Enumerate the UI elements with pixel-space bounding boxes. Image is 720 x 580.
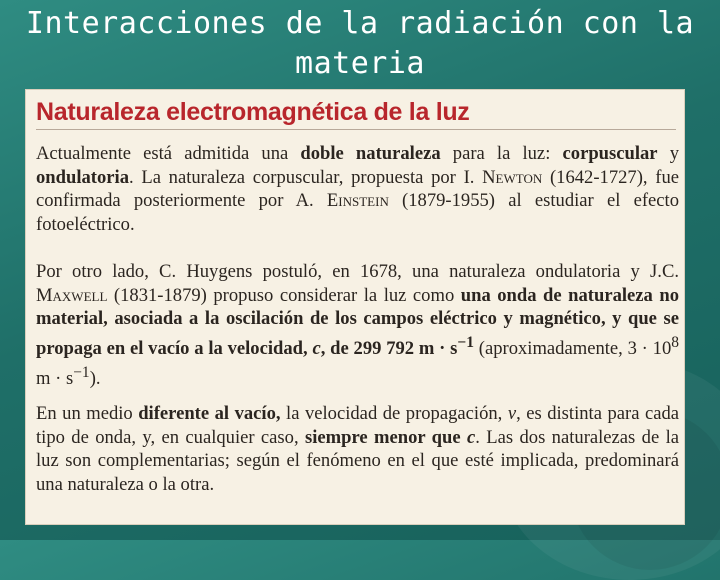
text: y	[657, 143, 679, 164]
speed-symbol: c	[466, 426, 476, 448]
text: (1879-1955) al estudiar el efecto fotoeléctrico.	[36, 190, 679, 235]
bold-text: doble naturaleza	[300, 143, 441, 164]
paragraph-wave-nature	[36, 260, 679, 390]
author-name: Einstein	[326, 190, 389, 212]
text: Actualmente está admitida una	[36, 143, 301, 164]
bold-text: ondulatoria	[36, 166, 129, 188]
bold-text: siempre menor que	[304, 426, 467, 448]
text: . Las dos naturalezas de la luz son complementarias; según el fenómeno en el que esté implicada, predominará una naturaleza o la otra.	[36, 426, 679, 495]
paragraph-medium	[36, 402, 679, 496]
bold-text: diferente al vacío,	[138, 403, 281, 424]
speed-symbol: c	[312, 337, 321, 359]
text: (1831-1879) propuso considerar la luz como	[107, 284, 461, 306]
text: (aproximadamente, 3 · 10	[473, 337, 672, 359]
superscript: 8	[671, 333, 680, 351]
slide-title: Interacciones de la radiación con la materia	[25, 6, 695, 81]
text: para la luz:	[440, 143, 563, 164]
bold-text: corpuscular	[562, 143, 658, 164]
text: En un medio	[36, 403, 139, 424]
bold-text: una onda de naturaleza no material, asociada a la oscilación de los campos eléctrico y magnético, y que se propaga en el vacío a la velocidad,	[36, 284, 680, 359]
superscript: −1	[457, 333, 474, 351]
section-heading: Naturaleza electromagnética de la luz	[36, 98, 470, 126]
bold-text: , de 299 792 m · s	[320, 337, 458, 359]
text: . La naturaleza corpuscular, propuesta por I.	[129, 166, 483, 188]
velocity-symbol: v	[507, 403, 517, 424]
text: la velocidad de propagación,	[280, 403, 508, 424]
scanned-textbook-excerpt	[26, 90, 684, 524]
text: (1642-1727), fue confirmada posteriormente por A.	[36, 166, 679, 212]
heading-divider	[36, 129, 676, 130]
text: ).	[89, 367, 101, 389]
author-name: Maxwell	[36, 284, 108, 306]
superscript: −1	[73, 363, 90, 381]
paragraph-dual-nature	[36, 142, 679, 236]
text: Por otro lado, C. Huygens postuló, en 1678, una naturaleza ondulatoria y J.C.	[36, 261, 679, 282]
text: m · s	[36, 367, 74, 389]
author-name: Newton	[482, 166, 543, 188]
text: , es distinta para cada tipo de onda, y, en cualquier caso,	[36, 403, 680, 448]
